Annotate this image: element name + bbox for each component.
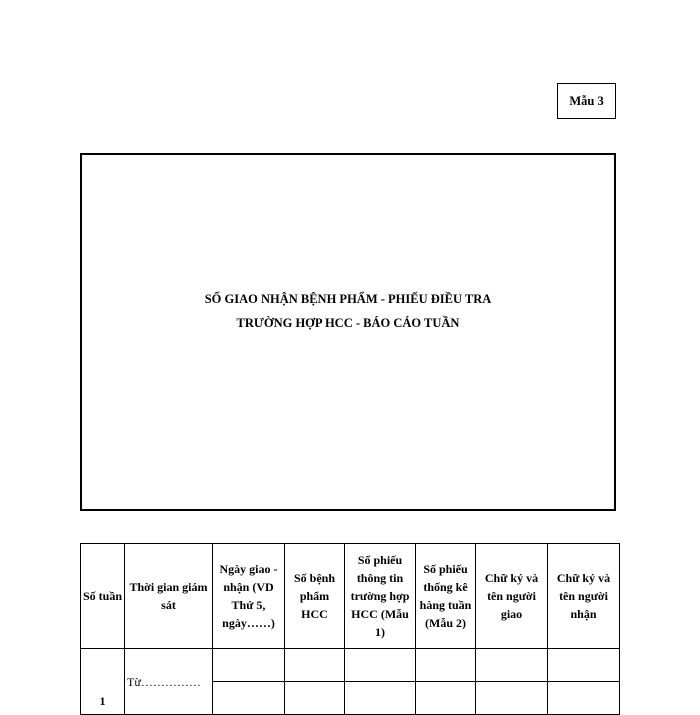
cover-title-line-1: SỐ GIAO NHẬN BỆNH PHẨM - PHIẾU ĐIỀU TRA [204,292,492,306]
header-handover-date: Ngày giao - nhận (VD Thứ 5, ngày……) [213,544,285,649]
week-number-cell: 1 [81,649,125,715]
header-weekly-stat-forms: Số phiếu thống kê hàng tuần (Mẫu 2) [416,544,476,649]
table-row [81,649,620,682]
weekly-stat-forms-cell [416,682,476,715]
case-info-forms-cell [345,649,416,682]
header-monitoring-period: Thời gian giám sát [125,544,213,649]
header-case-info-forms: Số phiếu thông tin trường hợp HCC (Mẫu 1) [345,544,416,649]
handover-date-cell [213,682,285,715]
cover-frame [80,153,616,511]
weekly-stat-forms-cell [416,649,476,682]
handover-log-table [80,543,620,715]
receiver-signature-cell [548,649,620,682]
header-specimen-count: Số bệnh phẩm HCC [285,544,345,649]
case-info-forms-cell [345,682,416,715]
receiver-signature-cell [548,682,620,715]
header-receiver-signature: Chữ ký và tên người nhận [548,544,620,649]
specimen-count-cell [285,682,345,715]
cover-title [82,287,614,335]
form-code-box [557,83,616,119]
sender-signature-cell [476,682,548,715]
specimen-count-cell [285,649,345,682]
handover-date-cell [213,649,285,682]
period-from-cell: Từ…………… [125,649,213,715]
table-header-row [81,544,620,649]
sender-signature-cell [476,649,548,682]
cover-title-line-2: TRƯỜNG HỢP HCC - BÁO CÁO TUẦN [236,316,460,330]
header-sender-signature: Chữ ký và tên người giao [476,544,548,649]
form-code-label: Mẫu 3 [569,93,604,108]
header-week-number: Số tuần [81,544,125,649]
